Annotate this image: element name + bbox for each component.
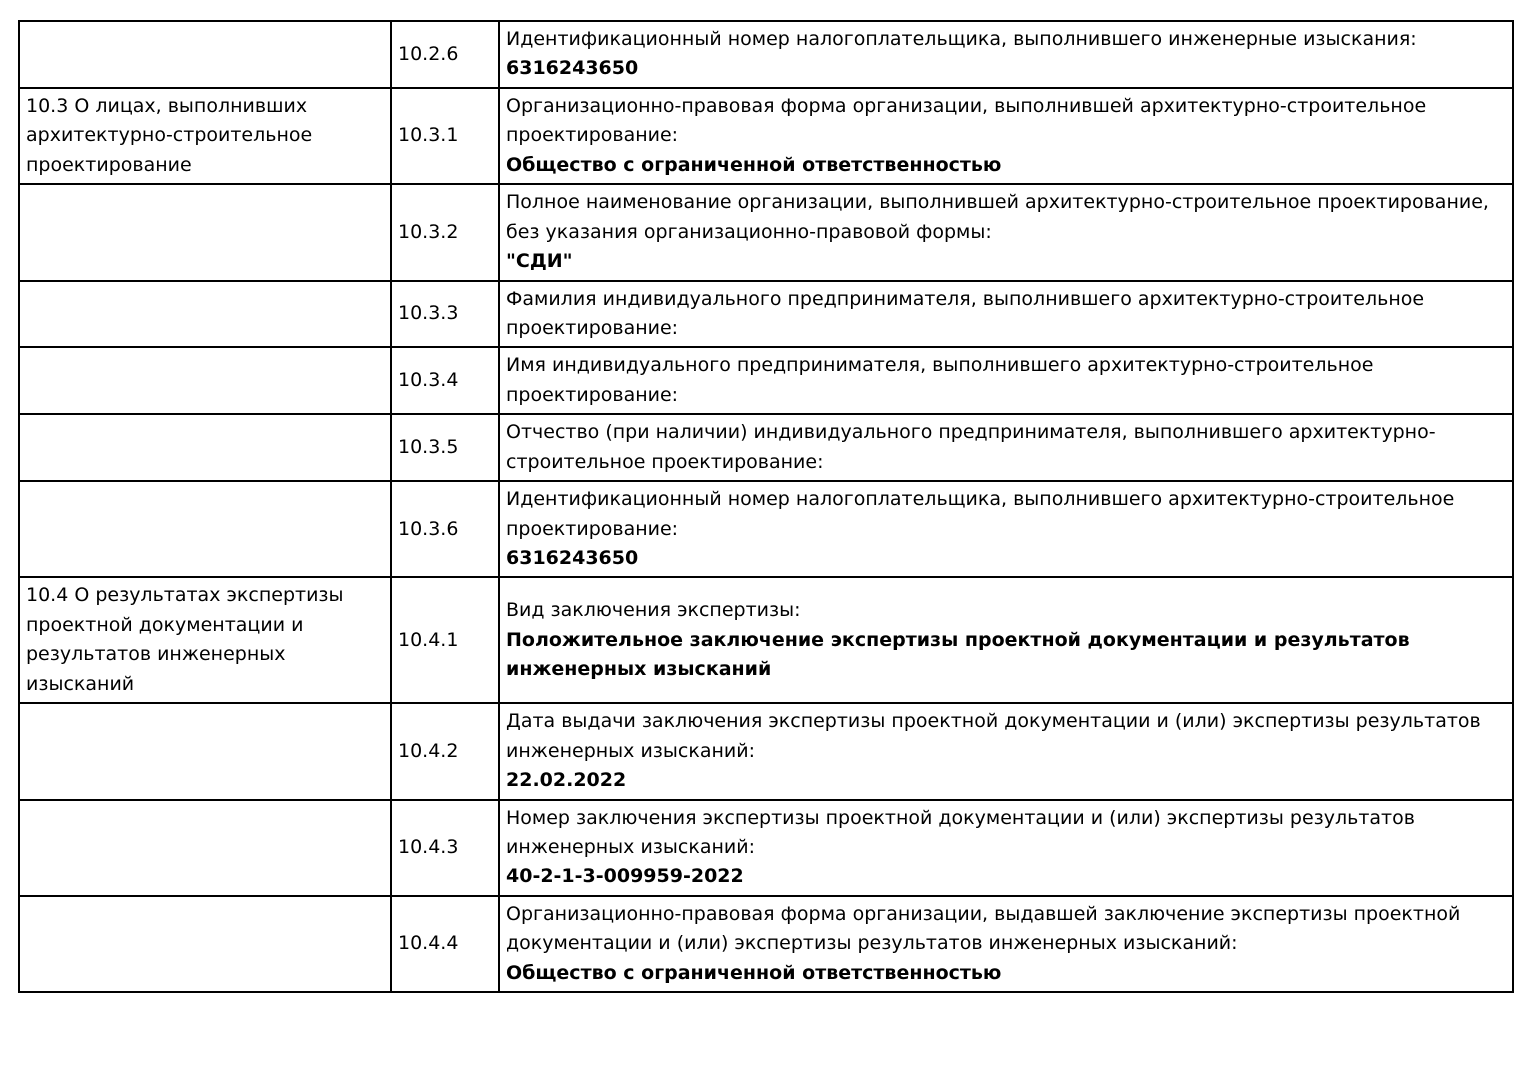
field-value: 6316243650	[506, 57, 639, 80]
table-row	[19, 88, 1513, 184]
section-cell: 10.3 О лицах, выполнивших архитектурно-строительное проектирование	[19, 88, 391, 184]
field-cell	[499, 800, 1513, 896]
field-label: Фамилия индивидуального предпринимателя, выполнившего архитектурно-строительное проектирование:	[506, 287, 1425, 339]
field-cell	[499, 896, 1513, 992]
field-value: 6316243650	[506, 547, 639, 569]
declaration-table	[18, 20, 1514, 993]
item-number: 10.3.1	[391, 88, 499, 184]
field-label: Номер заключения экспертизы проектной документации и (или) экспертизы результатов инженерных изысканий:	[506, 806, 1415, 858]
field-cell	[499, 481, 1513, 577]
table-row	[19, 281, 1513, 348]
section-cell	[19, 414, 391, 481]
item-number: 10.3.3	[391, 281, 499, 348]
item-number: 10.3.2	[391, 184, 499, 280]
field-label: Полное наименование организации, выполнившей архитектурно-строительное проектирование, без указания организационно-правовой формы:	[506, 191, 1489, 243]
section-cell	[19, 184, 391, 280]
field-cell	[499, 21, 1513, 88]
section-cell	[19, 481, 391, 577]
field-label: Организационно-правовая форма организации, выполнившей архитектурно-строительное проектирование:	[506, 94, 1427, 147]
section-cell	[19, 21, 391, 88]
item-number: 10.4.4	[391, 896, 499, 992]
field-label: Имя индивидуального предпринимателя, выполнившего архитектурно-строительное проектирование:	[506, 354, 1374, 406]
table-row	[19, 21, 1513, 88]
field-cell	[499, 347, 1513, 414]
field-value: Положительное заключение экспертизы проектной документации и результатов инженерных изысканий	[506, 628, 1410, 681]
field-cell	[499, 184, 1513, 280]
field-label: Идентификационный номер налогоплательщика, выполнившего архитектурно-строительное проектирование:	[506, 488, 1455, 540]
field-cell	[499, 577, 1513, 703]
field-cell	[499, 88, 1513, 184]
table-row	[19, 481, 1513, 577]
section-cell	[19, 800, 391, 896]
table-row	[19, 703, 1513, 799]
section-cell: 10.4 О результатах экспертизы проектной документации и результатов инженерных изысканий	[19, 577, 391, 703]
field-cell	[499, 703, 1513, 799]
table-row	[19, 577, 1513, 703]
table-row	[19, 347, 1513, 414]
field-value: "СДИ"	[506, 250, 573, 273]
table-row	[19, 414, 1513, 481]
table-row	[19, 896, 1513, 992]
section-cell	[19, 703, 391, 799]
section-cell	[19, 347, 391, 414]
field-label: Идентификационный номер налогоплательщика, выполнившего инженерные изыскания:	[506, 28, 1417, 50]
item-number: 10.4.2	[391, 703, 499, 799]
field-value: Общество с ограниченной ответственностью	[506, 961, 1002, 984]
item-number: 10.2.6	[391, 21, 499, 88]
declaration-table-container	[18, 20, 1514, 993]
field-value: 22.02.2022	[506, 769, 627, 792]
item-number: 10.3.6	[391, 481, 499, 577]
item-number: 10.4.3	[391, 800, 499, 896]
field-label: Отчество (при наличии) индивидуального предпринимателя, выполнившего архитектурно-строительное проектирование:	[506, 421, 1436, 473]
section-cell	[19, 896, 391, 992]
section-cell	[19, 281, 391, 348]
field-value: Общество с ограниченной ответственностью	[506, 153, 1002, 176]
field-label: Дата выдачи заключения экспертизы проектной документации и (или) экспертизы результатов инженерных изысканий:	[506, 710, 1481, 762]
table-row	[19, 184, 1513, 280]
field-label: Вид заключения экспертизы:	[506, 599, 801, 622]
field-label: Организационно-правовая форма организации, выдавшей заключение экспертизы проектной документации и (или) экспертизы результатов инженерных изысканий:	[506, 902, 1461, 955]
item-number: 10.3.4	[391, 347, 499, 414]
field-value: 40-2-1-3-009959-2022	[506, 865, 744, 888]
field-cell	[499, 281, 1513, 348]
field-cell	[499, 414, 1513, 481]
table-row	[19, 800, 1513, 896]
item-number: 10.3.5	[391, 414, 499, 481]
item-number: 10.4.1	[391, 577, 499, 703]
